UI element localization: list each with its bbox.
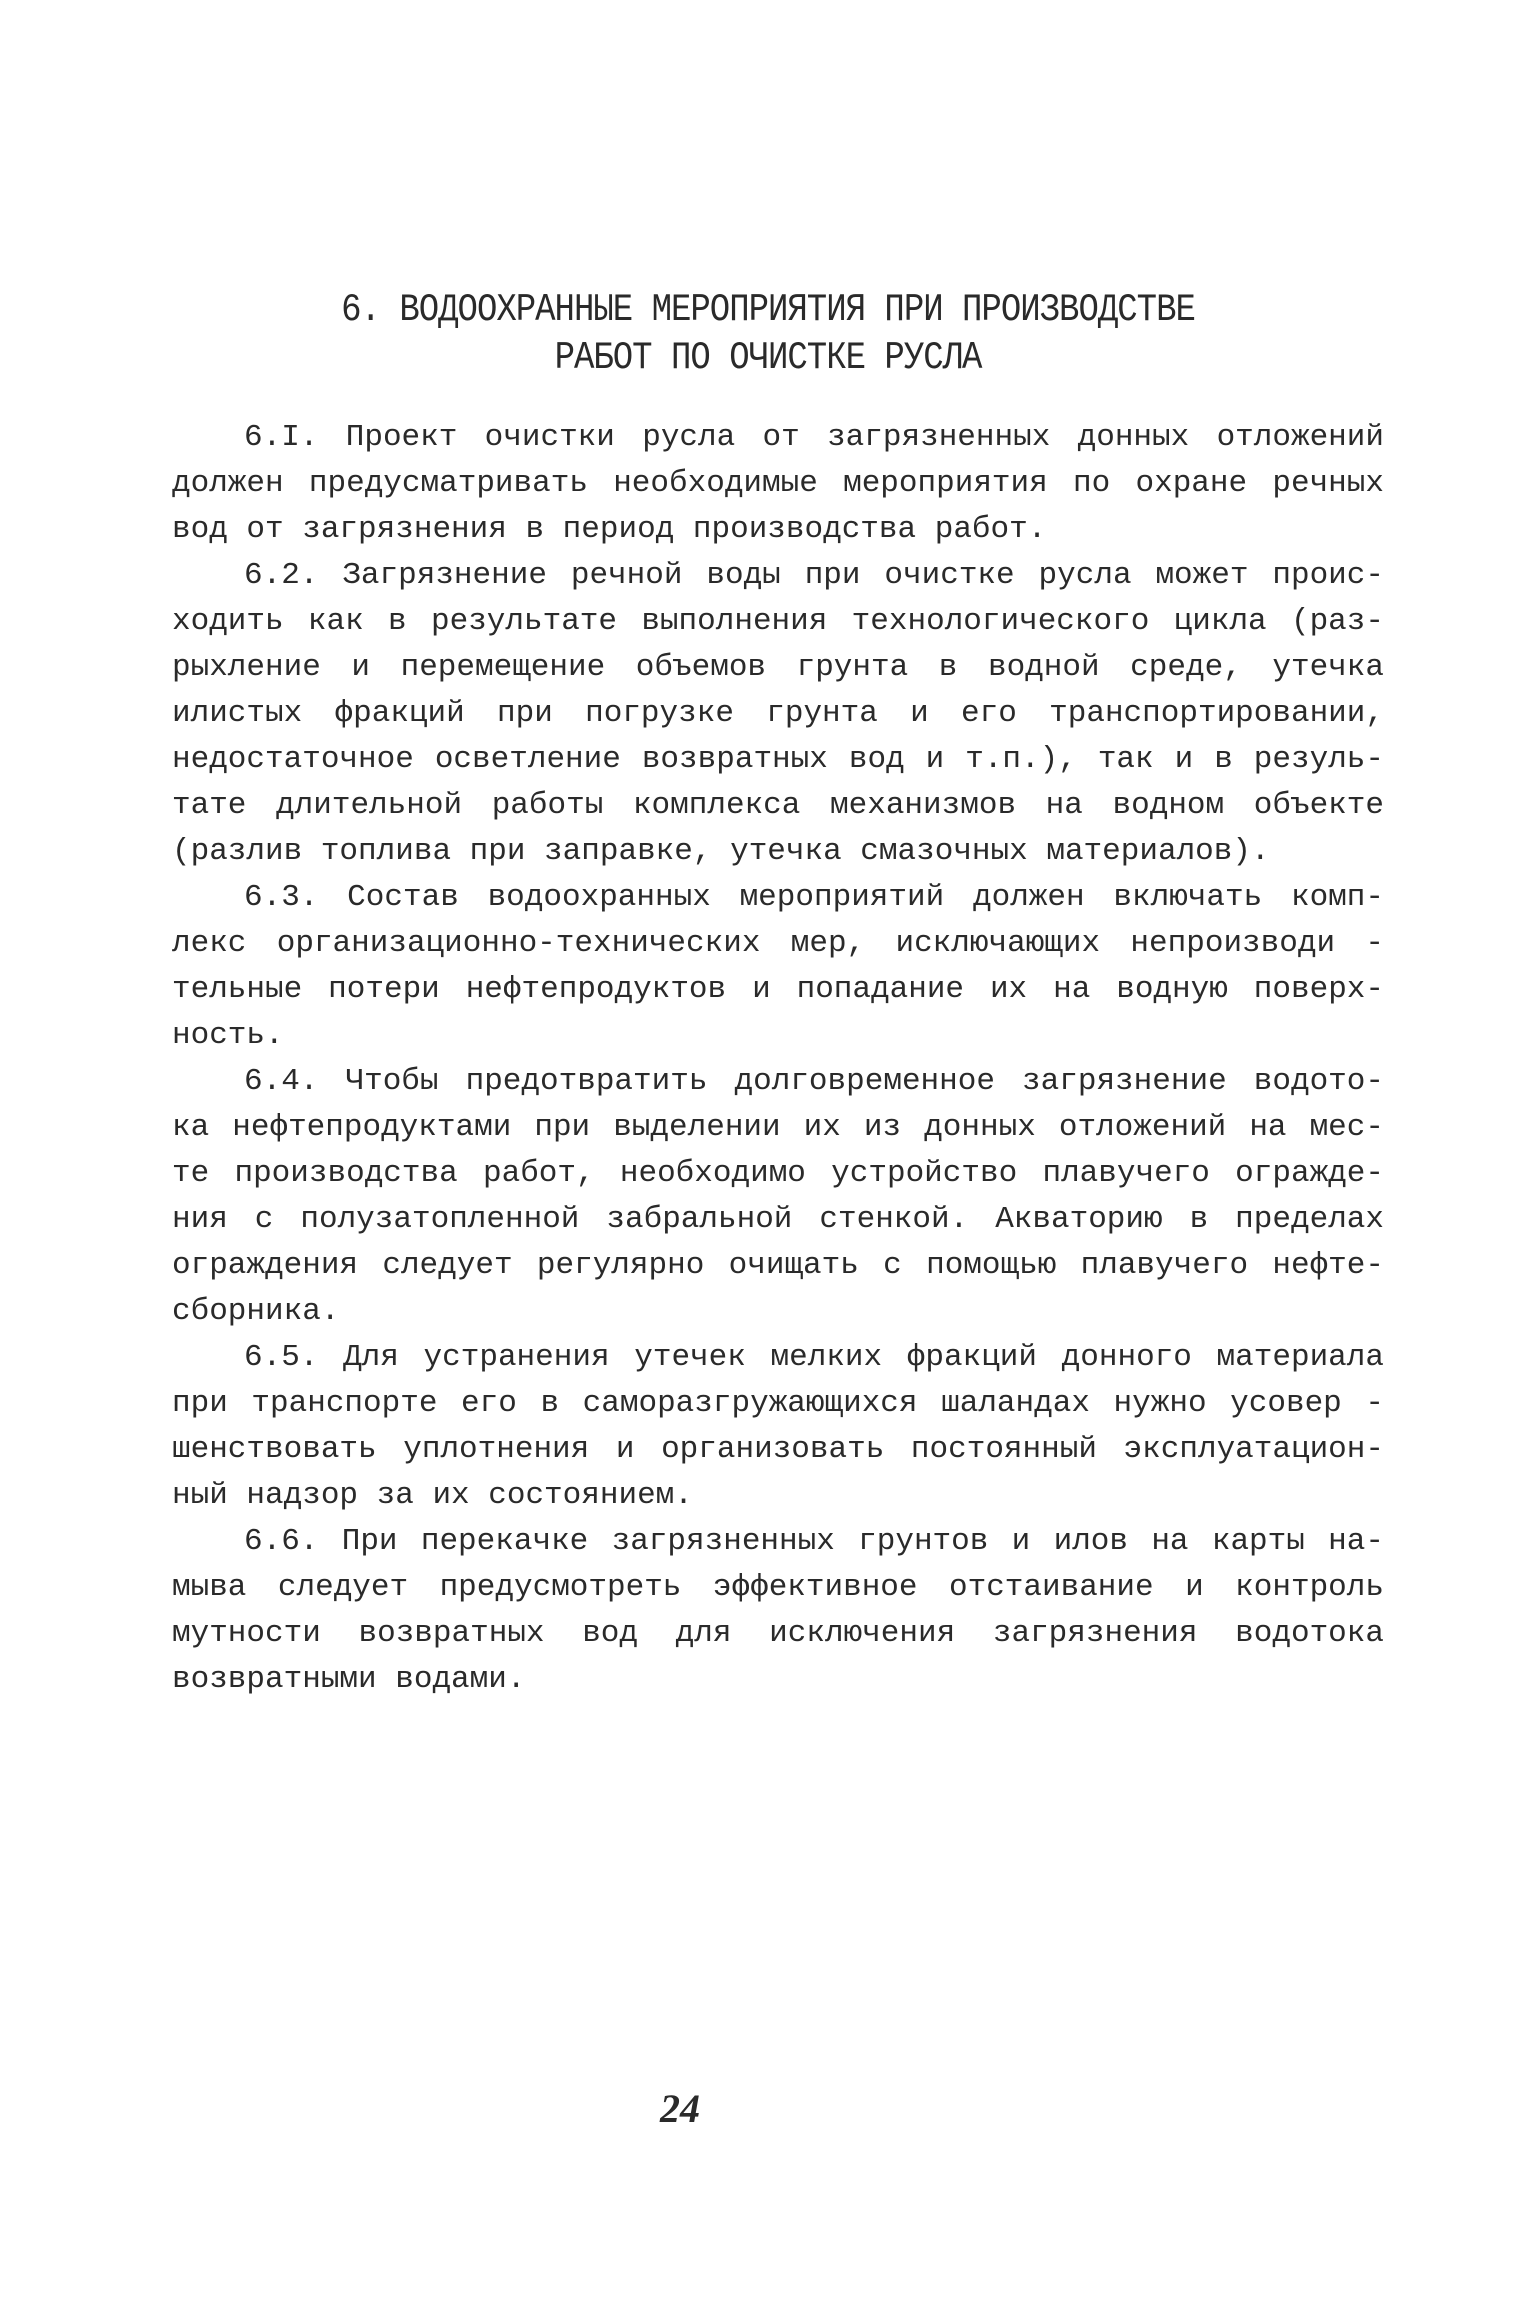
paragraph — [172, 1059, 1384, 1335]
text-line: ка нефтепродуктами при выделении их из донных отложений на мес- — [172, 1110, 1384, 1145]
paragraph — [172, 875, 1384, 1059]
page-number: 24 — [660, 2086, 700, 2131]
text-line: мутности возвратных вод для исключения загрязнения водотока — [172, 1616, 1384, 1651]
text-line: мыва следует предусмотреть эффективное отстаивание и контроль — [172, 1570, 1384, 1605]
text-line: (разлив топлива при заправке, утечка смазочных материалов). — [172, 834, 1270, 869]
section-heading-line-2: РАБОТ ПО ОЧИСТКЕ РУСЛА — [554, 337, 982, 381]
text-line: илистых фракций при погрузке грунта и его транспортировании, — [172, 696, 1384, 731]
text-line: ный надзор за их состоянием. — [172, 1478, 693, 1513]
text-line: рыхление и перемещение объемов грунта в водной среде, утечка — [172, 650, 1384, 685]
text-line: лекс организационно-технических мер, исключающих непроизводи - — [172, 926, 1384, 961]
text-line: сборника. — [172, 1294, 340, 1329]
text-line: ходить как в результате выполнения технологического цикла (раз- — [172, 604, 1384, 639]
text-line: 6.6. При перекачке загрязненных грунтов и илов на карты на- — [244, 1524, 1384, 1559]
text-line: ния с полузатопленной забральной стенкой. Акваторию в пределах — [172, 1202, 1384, 1237]
document-body — [172, 415, 1384, 1703]
text-line: при транспорте его в саморазгружающихся шаландах нужно усовер - — [172, 1386, 1384, 1421]
section-heading-line-1: 6. ВОДООХРАННЫЕ МЕРОПРИЯТИЯ ПРИ ПРОИЗВОДСТВЕ — [341, 289, 1195, 333]
text-line: 6.2. Загрязнение речной воды при очистке русла может проис- — [244, 558, 1384, 593]
paragraph — [172, 553, 1384, 875]
text-line: тате длительной работы комплекса механизмов на водном объекте — [172, 788, 1384, 823]
paragraph — [172, 415, 1384, 553]
text-line: возвратными водами. — [172, 1662, 526, 1697]
text-line: те производства работ, необходимо устройство плавучего огражде- — [172, 1156, 1384, 1191]
text-line: ность. — [172, 1018, 284, 1053]
text-line: недостаточное осветление возвратных вод и т.п.), так и в резуль- — [172, 742, 1384, 777]
text-line: ограждения следует регулярно очищать с помощью плавучего нефте- — [172, 1248, 1384, 1283]
text-line: шенствовать уплотнения и организовать постоянный эксплуатацион- — [172, 1432, 1384, 1467]
paragraph — [172, 1335, 1384, 1519]
text-line: тельные потери нефтепродуктов и попадание их на водную поверх- — [172, 972, 1384, 1007]
text-line: 6.3. Состав водоохранных мероприятий должен включать комп- — [244, 880, 1384, 915]
text-line: 6.5. Для устранения утечек мелких фракций донного материала — [244, 1340, 1384, 1375]
text-line: должен предусматривать необходимые мероприятия по охране речных — [172, 466, 1384, 501]
text-line: 6.4. Чтобы предотвратить долговременное загрязнение водото- — [244, 1064, 1384, 1099]
paragraph — [172, 1519, 1384, 1703]
text-line: 6.I. Проект очистки русла от загрязненных донных отложений — [244, 420, 1384, 455]
text-line: вод от загрязнения в период производства работ. — [172, 512, 1047, 547]
